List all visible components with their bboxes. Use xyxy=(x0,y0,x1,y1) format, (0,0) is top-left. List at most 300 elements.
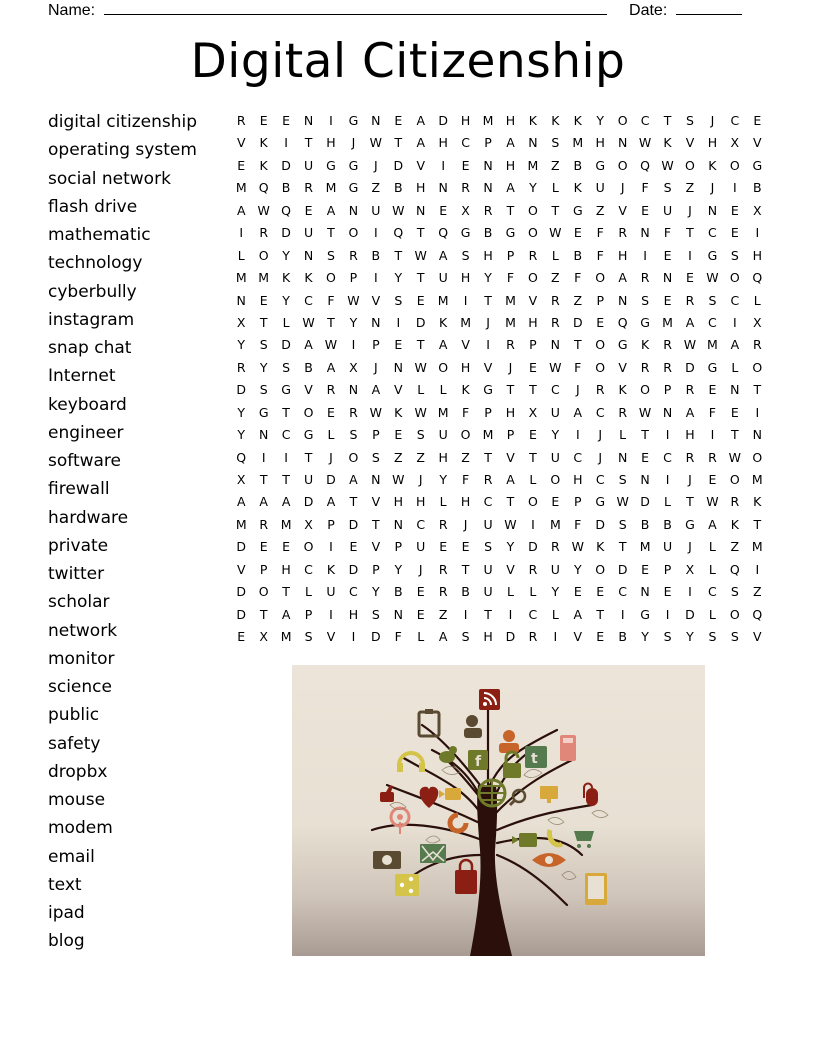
grid-cell[interactable]: T xyxy=(686,494,694,510)
grid-cell[interactable]: O xyxy=(438,359,449,375)
grid-cell[interactable]: I xyxy=(688,247,692,263)
grid-cell[interactable]: I xyxy=(575,427,580,443)
grid-cell[interactable]: L xyxy=(551,606,559,622)
grid-cell[interactable]: Y xyxy=(259,359,268,375)
grid-cell[interactable]: L xyxy=(664,494,672,510)
grid-cell[interactable]: J xyxy=(710,180,715,196)
grid-cell[interactable]: T xyxy=(282,584,290,600)
grid-cell[interactable]: H xyxy=(438,135,448,151)
grid-cell[interactable]: C xyxy=(461,135,470,151)
grid-cell[interactable]: L xyxy=(529,472,537,487)
grid-cell[interactable]: N xyxy=(236,292,246,308)
grid-cell[interactable]: A xyxy=(416,113,425,128)
grid-cell[interactable]: F xyxy=(574,516,582,532)
grid-cell[interactable]: C xyxy=(304,292,313,308)
grid-cell[interactable]: D xyxy=(236,606,247,622)
grid-cell[interactable]: I xyxy=(755,225,760,241)
grid-cell[interactable]: L xyxy=(731,359,739,375)
grid-cell[interactable]: O xyxy=(729,157,740,173)
grid-cell[interactable]: T xyxy=(304,135,313,151)
grid-cell[interactable]: V xyxy=(326,629,336,645)
grid-cell[interactable]: I xyxy=(643,247,647,263)
grid-cell[interactable]: D xyxy=(236,584,247,600)
grid-cell[interactable]: B xyxy=(640,516,650,532)
grid-cell[interactable]: Y xyxy=(282,247,290,263)
grid-cell[interactable]: Y xyxy=(686,629,694,645)
grid-cell[interactable]: W xyxy=(392,202,405,218)
grid-cell[interactable]: T xyxy=(327,314,335,330)
grid-cell[interactable]: V xyxy=(236,561,246,577)
grid-cell[interactable]: W xyxy=(414,247,427,263)
grid-cell[interactable]: X xyxy=(304,516,313,532)
grid-cell[interactable]: K xyxy=(663,135,672,151)
grid-cell[interactable]: J xyxy=(688,539,692,555)
grid-cell[interactable]: H xyxy=(752,247,762,263)
grid-cell[interactable]: Z xyxy=(461,449,470,465)
grid-cell[interactable]: E xyxy=(573,584,582,600)
grid-cell[interactable]: U xyxy=(595,180,605,196)
grid-cell[interactable]: M xyxy=(707,337,718,353)
grid-cell[interactable]: U xyxy=(303,225,314,241)
grid-cell[interactable]: R xyxy=(708,449,717,465)
grid-cell[interactable]: R xyxy=(438,516,448,532)
grid-cell[interactable]: W xyxy=(369,404,383,420)
grid-cell[interactable]: I xyxy=(239,225,244,241)
grid-cell[interactable]: Y xyxy=(237,427,246,443)
grid-cell[interactable]: P xyxy=(529,337,537,353)
grid-cell[interactable]: Z xyxy=(685,180,695,196)
grid-cell[interactable]: R xyxy=(618,404,627,420)
grid-cell[interactable]: C xyxy=(416,516,426,532)
grid-cell[interactable]: V xyxy=(236,135,246,151)
grid-cell[interactable]: R xyxy=(304,180,313,196)
grid-cell[interactable]: N xyxy=(416,202,426,218)
grid-cell[interactable]: H xyxy=(707,135,718,151)
grid-cell[interactable]: Q xyxy=(258,180,269,196)
grid-cell[interactable]: O xyxy=(527,270,538,286)
grid-cell[interactable]: K xyxy=(439,314,448,330)
grid-cell[interactable]: T xyxy=(506,382,515,398)
grid-cell[interactable]: W xyxy=(257,202,270,218)
grid-cell[interactable]: J xyxy=(486,314,490,330)
grid-cell[interactable]: E xyxy=(708,472,717,487)
grid-cell[interactable]: N xyxy=(752,427,762,443)
grid-cell[interactable]: E xyxy=(596,314,605,330)
grid-cell[interactable]: O xyxy=(595,270,606,286)
grid-cell[interactable]: W xyxy=(616,494,629,510)
grid-cell[interactable]: J xyxy=(329,449,333,465)
grid-cell[interactable]: O xyxy=(258,247,269,263)
grid-cell[interactable]: G xyxy=(505,225,516,241)
grid-cell[interactable]: T xyxy=(282,472,290,487)
grid-cell[interactable]: O xyxy=(729,472,740,487)
grid-cell[interactable]: B xyxy=(304,359,313,375)
grid-cell[interactable]: T xyxy=(731,427,739,443)
grid-cell[interactable]: R xyxy=(326,382,336,398)
grid-cell[interactable]: D xyxy=(281,157,291,173)
grid-cell[interactable]: H xyxy=(281,561,291,577)
grid-cell[interactable]: S xyxy=(461,629,470,645)
grid-cell[interactable]: F xyxy=(461,472,470,487)
grid-cell[interactable]: V xyxy=(573,629,583,645)
grid-cell[interactable]: P xyxy=(663,382,672,398)
grid-cell[interactable]: G xyxy=(640,314,650,330)
grid-cell[interactable]: V xyxy=(461,337,470,353)
grid-cell[interactable]: I xyxy=(351,629,356,645)
grid-cell[interactable]: R xyxy=(685,292,695,308)
grid-cell[interactable]: K xyxy=(573,180,582,196)
grid-cell[interactable]: I xyxy=(688,584,692,600)
grid-cell[interactable]: A xyxy=(416,135,425,151)
grid-cell[interactable]: T xyxy=(327,225,335,241)
grid-cell[interactable]: U xyxy=(303,472,314,487)
grid-cell[interactable]: Q xyxy=(640,157,651,173)
grid-cell[interactable]: D xyxy=(348,561,359,577)
grid-cell[interactable]: E xyxy=(259,292,268,308)
grid-cell[interactable]: K xyxy=(573,113,582,128)
grid-cell[interactable]: U xyxy=(483,561,493,577)
grid-cell[interactable]: A xyxy=(349,472,358,487)
grid-cell[interactable]: H xyxy=(595,135,605,151)
grid-cell[interactable]: Z xyxy=(730,539,740,555)
grid-cell[interactable]: S xyxy=(663,629,672,645)
grid-cell[interactable]: E xyxy=(573,225,582,241)
grid-cell[interactable]: W xyxy=(549,359,562,375)
grid-cell[interactable]: H xyxy=(528,314,538,330)
grid-cell[interactable]: T xyxy=(461,561,470,577)
grid-cell[interactable]: N xyxy=(640,472,650,487)
grid-cell[interactable]: V xyxy=(753,629,762,645)
grid-cell[interactable]: V xyxy=(618,202,627,218)
grid-cell[interactable]: M xyxy=(572,135,584,151)
grid-cell[interactable]: T xyxy=(641,427,649,443)
grid-cell[interactable]: T xyxy=(618,539,627,555)
grid-cell[interactable]: H xyxy=(505,113,516,128)
grid-cell[interactable]: M xyxy=(751,539,763,555)
grid-cell[interactable]: R xyxy=(551,314,560,330)
grid-cell[interactable]: E xyxy=(439,539,448,555)
grid-cell[interactable]: V xyxy=(304,382,313,398)
grid-cell[interactable]: O xyxy=(348,225,359,241)
grid-cell[interactable]: O xyxy=(595,337,606,353)
grid-cell[interactable]: R xyxy=(236,113,246,128)
grid-cell[interactable]: D xyxy=(393,157,404,173)
grid-cell[interactable]: K xyxy=(281,270,291,286)
grid-cell[interactable]: Q xyxy=(393,225,404,241)
grid-cell[interactable]: W xyxy=(728,449,742,465)
grid-cell[interactable]: M xyxy=(505,314,516,330)
grid-cell[interactable]: A xyxy=(259,494,268,510)
grid-cell[interactable]: G xyxy=(707,247,718,263)
grid-cell[interactable]: N xyxy=(371,113,381,128)
grid-cell[interactable]: M xyxy=(437,292,449,308)
grid-cell[interactable]: N xyxy=(528,135,538,151)
grid-cell[interactable]: G xyxy=(483,382,493,398)
grid-cell[interactable]: C xyxy=(730,292,740,308)
grid-cell[interactable]: S xyxy=(686,113,694,128)
date-field[interactable] xyxy=(676,0,742,15)
grid-cell[interactable]: M xyxy=(280,516,292,532)
grid-cell[interactable]: M xyxy=(325,180,337,196)
grid-cell[interactable]: O xyxy=(729,270,740,286)
grid-cell[interactable]: D xyxy=(236,382,247,398)
grid-cell[interactable]: X xyxy=(236,314,246,330)
grid-cell[interactable]: C xyxy=(618,584,628,600)
grid-cell[interactable]: B xyxy=(461,584,470,600)
grid-cell[interactable]: R xyxy=(528,629,538,645)
grid-cell[interactable]: H xyxy=(393,494,403,510)
grid-cell[interactable]: E xyxy=(327,404,335,420)
grid-cell[interactable]: U xyxy=(438,270,448,286)
grid-cell[interactable]: I xyxy=(665,606,670,622)
grid-cell[interactable]: B xyxy=(752,180,762,196)
grid-cell[interactable]: V xyxy=(685,135,695,151)
grid-cell[interactable]: B xyxy=(573,247,583,263)
grid-cell[interactable]: E xyxy=(416,606,425,622)
grid-cell[interactable]: A xyxy=(281,494,291,510)
grid-cell[interactable]: L xyxy=(506,584,514,600)
grid-cell[interactable]: X xyxy=(259,629,268,645)
grid-cell[interactable]: S xyxy=(730,584,739,600)
grid-cell[interactable]: E xyxy=(663,584,672,600)
grid-cell[interactable]: P xyxy=(394,539,403,555)
grid-cell[interactable]: A xyxy=(236,494,246,510)
grid-cell[interactable]: I xyxy=(261,449,266,465)
grid-cell[interactable]: L xyxy=(417,382,425,398)
grid-cell[interactable]: N xyxy=(640,225,650,241)
grid-cell[interactable]: T xyxy=(484,606,492,622)
grid-cell[interactable]: Y xyxy=(641,629,649,645)
grid-cell[interactable]: C xyxy=(281,427,291,443)
grid-cell[interactable]: I xyxy=(665,427,670,443)
grid-cell[interactable]: W xyxy=(638,404,652,420)
grid-cell[interactable]: K xyxy=(708,157,717,173)
grid-cell[interactable]: D xyxy=(685,359,695,375)
grid-cell[interactable]: T xyxy=(753,382,762,398)
grid-cell[interactable]: L xyxy=(417,629,425,645)
grid-cell[interactable]: G xyxy=(326,157,336,173)
grid-cell[interactable]: N xyxy=(393,516,403,532)
grid-cell[interactable]: Y xyxy=(551,584,560,600)
grid-cell[interactable]: P xyxy=(574,494,582,510)
grid-cell[interactable]: U xyxy=(371,202,381,218)
grid-cell[interactable]: F xyxy=(641,180,649,196)
grid-cell[interactable]: K xyxy=(259,157,268,173)
grid-cell[interactable]: U xyxy=(550,449,560,465)
grid-cell[interactable]: S xyxy=(663,180,672,196)
grid-cell[interactable]: H xyxy=(505,157,516,173)
grid-cell[interactable]: N xyxy=(393,359,403,375)
grid-cell[interactable]: P xyxy=(506,247,515,263)
grid-cell[interactable]: G xyxy=(348,157,359,173)
grid-cell[interactable]: E xyxy=(461,157,470,173)
grid-cell[interactable]: A xyxy=(708,516,717,532)
grid-cell[interactable]: P xyxy=(663,561,672,577)
grid-cell[interactable]: H xyxy=(460,270,471,286)
grid-cell[interactable]: R xyxy=(595,382,605,398)
grid-cell[interactable]: O xyxy=(527,225,538,241)
grid-cell[interactable]: K xyxy=(753,494,762,510)
grid-cell[interactable]: E xyxy=(730,202,739,218)
grid-cell[interactable]: C xyxy=(730,113,740,128)
grid-cell[interactable]: W xyxy=(661,157,674,173)
grid-cell[interactable]: Z xyxy=(595,202,605,218)
grid-cell[interactable]: M xyxy=(235,270,247,286)
grid-cell[interactable]: I xyxy=(733,314,737,330)
grid-cell[interactable]: X xyxy=(752,314,762,330)
grid-cell[interactable]: D xyxy=(438,113,448,128)
grid-cell[interactable]: S xyxy=(259,337,268,353)
grid-cell[interactable]: G xyxy=(303,427,314,443)
grid-cell[interactable]: V xyxy=(506,561,515,577)
grid-cell[interactable]: Q xyxy=(752,270,763,286)
grid-cell[interactable]: C xyxy=(640,113,650,128)
grid-cell[interactable]: J xyxy=(598,427,603,443)
grid-cell[interactable]: M xyxy=(751,472,763,487)
grid-cell[interactable]: O xyxy=(595,359,606,375)
grid-cell[interactable]: P xyxy=(484,404,492,420)
grid-cell[interactable]: M xyxy=(460,314,471,330)
grid-cell[interactable]: R xyxy=(551,292,560,308)
grid-cell[interactable]: B xyxy=(393,584,403,600)
grid-cell[interactable]: U xyxy=(662,539,673,555)
grid-cell[interactable]: N xyxy=(617,135,628,151)
grid-cell[interactable]: D xyxy=(303,494,314,510)
grid-cell[interactable]: G xyxy=(281,382,291,398)
grid-cell[interactable]: M xyxy=(482,113,494,128)
grid-cell[interactable]: N xyxy=(640,584,650,600)
grid-cell[interactable]: Y xyxy=(349,314,358,330)
grid-cell[interactable]: R xyxy=(438,561,448,577)
grid-cell[interactable]: N xyxy=(483,157,493,173)
grid-cell[interactable]: D xyxy=(528,539,538,555)
grid-cell[interactable]: T xyxy=(394,135,403,151)
grid-cell[interactable]: A xyxy=(506,135,515,151)
grid-cell[interactable]: D xyxy=(617,561,628,577)
grid-cell[interactable]: U xyxy=(483,516,493,532)
grid-cell[interactable]: Z xyxy=(393,449,403,465)
grid-cell[interactable]: R xyxy=(551,539,560,555)
grid-cell[interactable]: I xyxy=(486,337,490,353)
grid-cell[interactable]: E xyxy=(416,292,425,308)
grid-cell[interactable]: I xyxy=(733,180,737,196)
grid-cell[interactable]: S xyxy=(304,629,313,645)
grid-cell[interactable]: A xyxy=(236,202,246,218)
grid-cell[interactable]: F xyxy=(574,270,582,286)
grid-cell[interactable]: Y xyxy=(573,561,582,577)
grid-cell[interactable]: N xyxy=(617,449,628,465)
grid-cell[interactable]: A xyxy=(438,247,448,263)
name-field[interactable] xyxy=(104,0,607,15)
grid-cell[interactable]: A xyxy=(326,359,336,375)
grid-cell[interactable]: K xyxy=(551,113,560,128)
grid-cell[interactable]: C xyxy=(708,584,717,600)
grid-cell[interactable]: E xyxy=(237,629,246,645)
grid-cell[interactable]: Z xyxy=(551,157,560,173)
grid-cell[interactable]: W xyxy=(414,359,427,375)
grid-cell[interactable]: R xyxy=(528,561,538,577)
grid-cell[interactable]: V xyxy=(371,539,381,555)
grid-cell[interactable]: S xyxy=(484,539,492,555)
grid-cell[interactable]: K xyxy=(640,337,650,353)
grid-cell[interactable]: A xyxy=(730,337,740,353)
grid-cell[interactable]: J xyxy=(418,472,423,487)
grid-cell[interactable]: Y xyxy=(529,180,537,196)
grid-cell[interactable]: I xyxy=(351,337,356,353)
grid-cell[interactable]: N xyxy=(348,382,359,398)
grid-cell[interactable]: O xyxy=(595,561,606,577)
grid-cell[interactable]: U xyxy=(483,584,493,600)
grid-cell[interactable]: R xyxy=(349,247,358,263)
grid-cell[interactable]: T xyxy=(416,337,425,353)
grid-cell[interactable]: G xyxy=(595,157,606,173)
grid-cell[interactable]: T xyxy=(663,113,672,128)
grid-cell[interactable]: S xyxy=(551,135,560,151)
grid-cell[interactable]: E xyxy=(730,404,739,420)
grid-cell[interactable]: H xyxy=(685,427,695,443)
grid-cell[interactable]: R xyxy=(663,337,672,353)
grid-cell[interactable]: D xyxy=(281,225,291,241)
grid-cell[interactable]: K xyxy=(730,516,739,532)
grid-cell[interactable]: T xyxy=(259,314,268,330)
grid-cell[interactable]: M xyxy=(639,539,651,555)
grid-cell[interactable]: G xyxy=(617,337,628,353)
grid-cell[interactable]: T xyxy=(394,247,403,263)
grid-cell[interactable]: T xyxy=(304,449,313,465)
grid-cell[interactable]: N xyxy=(662,404,673,420)
grid-cell[interactable]: E xyxy=(259,113,268,128)
grid-cell[interactable]: D xyxy=(572,314,583,330)
grid-cell[interactable]: Y xyxy=(506,539,515,555)
grid-cell[interactable]: U xyxy=(662,202,673,218)
grid-cell[interactable]: S xyxy=(730,629,739,645)
grid-cell[interactable]: T xyxy=(551,202,560,218)
grid-cell[interactable]: R xyxy=(438,584,448,600)
grid-cell[interactable]: H xyxy=(505,404,516,420)
grid-cell[interactable]: C xyxy=(550,382,560,398)
grid-cell[interactable]: R xyxy=(483,202,493,218)
grid-cell[interactable]: P xyxy=(372,561,380,577)
grid-cell[interactable]: N xyxy=(348,202,359,218)
grid-cell[interactable]: J xyxy=(508,359,513,375)
grid-cell[interactable]: T xyxy=(529,449,537,465)
grid-cell[interactable]: F xyxy=(708,404,716,420)
grid-cell[interactable]: V xyxy=(483,359,493,375)
grid-cell[interactable]: V xyxy=(753,135,762,151)
grid-cell[interactable]: R xyxy=(752,337,762,353)
grid-cell[interactable]: G xyxy=(595,494,606,510)
grid-cell[interactable]: P xyxy=(259,561,268,577)
grid-cell[interactable]: R xyxy=(259,516,268,532)
grid-cell[interactable]: X xyxy=(461,202,470,218)
grid-cell[interactable]: H xyxy=(416,180,426,196)
grid-cell[interactable]: Q xyxy=(729,561,740,577)
grid-cell[interactable]: B xyxy=(371,247,381,263)
grid-cell[interactable]: E xyxy=(237,157,246,173)
grid-cell[interactable]: L xyxy=(753,292,761,308)
grid-cell[interactable]: A xyxy=(573,404,583,420)
grid-cell[interactable]: L xyxy=(708,606,716,622)
grid-cell[interactable]: E xyxy=(551,494,560,510)
grid-cell[interactable]: L xyxy=(327,427,335,443)
grid-cell[interactable]: J xyxy=(374,359,378,375)
grid-cell[interactable]: H xyxy=(438,449,448,465)
grid-cell[interactable]: E xyxy=(663,247,672,263)
grid-cell[interactable]: U xyxy=(550,404,560,420)
grid-cell[interactable]: U xyxy=(416,539,426,555)
grid-cell[interactable]: Q xyxy=(438,225,449,241)
grid-cell[interactable]: O xyxy=(617,113,628,128)
